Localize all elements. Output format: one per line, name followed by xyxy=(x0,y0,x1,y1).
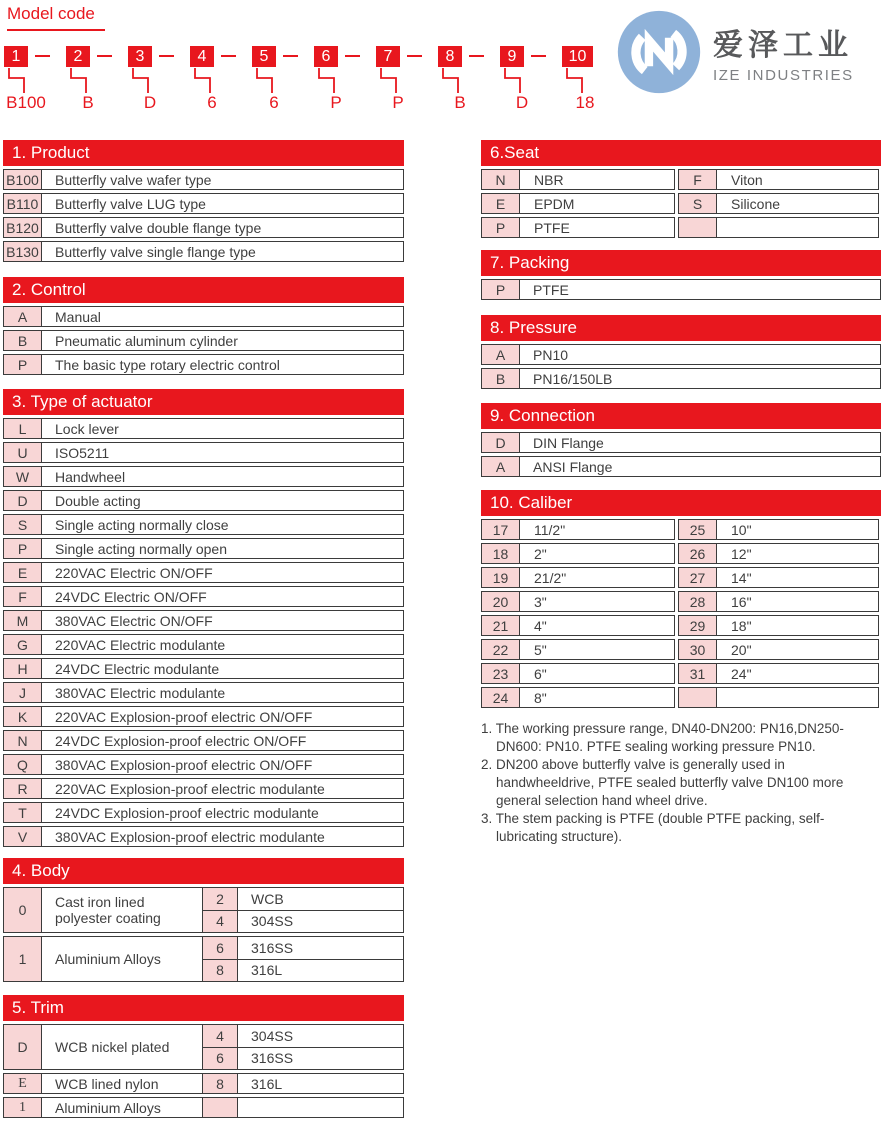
desc-cell: 380VAC Electric modulante xyxy=(55,684,226,701)
right-half xyxy=(678,687,879,708)
code-cell: 28 xyxy=(679,592,717,611)
code-value: D xyxy=(143,93,157,112)
sub-desc-cell: WCB xyxy=(251,890,284,907)
code-cell: B xyxy=(482,369,520,388)
dash-separator xyxy=(407,55,422,57)
desc-cell xyxy=(717,218,878,237)
table-row xyxy=(481,279,881,300)
table-row xyxy=(3,418,404,439)
table-row xyxy=(481,432,881,453)
left-half xyxy=(481,663,675,684)
left-half xyxy=(481,169,675,190)
desc-cell: ANSI Flange xyxy=(533,458,613,475)
table-row xyxy=(3,802,404,823)
size-cell: 18" xyxy=(731,617,752,634)
table-row xyxy=(3,330,404,351)
table-header: 3. Type of actuator xyxy=(3,389,404,415)
right-half xyxy=(678,193,879,214)
table-row xyxy=(481,519,881,540)
table-row xyxy=(481,615,881,636)
desc-cell: Butterfly valve LUG type xyxy=(55,195,206,212)
sub-code-cell: 4 xyxy=(203,911,238,933)
table-body xyxy=(3,858,404,982)
size-cell xyxy=(717,688,878,707)
desc-cell: Butterfly valve wafer type xyxy=(55,171,212,188)
size-cell: 11/2" xyxy=(534,521,566,538)
table-row-group xyxy=(3,936,404,982)
size-cell: 2" xyxy=(534,545,547,562)
code-cell: 23 xyxy=(482,664,520,683)
table-header: 5. Trim xyxy=(3,995,404,1021)
code-cell: P xyxy=(4,355,42,374)
table-row xyxy=(481,193,881,214)
code-cell: 25 xyxy=(679,520,717,539)
sub-code-cell: 6 xyxy=(203,1048,238,1070)
sub-desc-cell: 304SS xyxy=(251,1027,294,1044)
code-cell: K xyxy=(4,707,42,726)
code-cell: P xyxy=(482,218,520,237)
dash-separator xyxy=(221,55,236,57)
table-caliber xyxy=(481,490,881,708)
code-cell: Q xyxy=(4,755,42,774)
table-row-group xyxy=(3,1024,404,1070)
connector-line-icon xyxy=(66,67,92,94)
code-cell: 0 xyxy=(4,888,42,932)
code-cell: B120 xyxy=(4,218,42,237)
desc-cell: 220VAC Electric modulante xyxy=(55,636,226,653)
sub-desc-cell: 316L xyxy=(251,1075,283,1092)
sub-code-cell: 6 xyxy=(203,937,238,959)
left-half xyxy=(481,543,675,564)
desc-cell: Butterfly valve single flange type xyxy=(55,243,256,260)
sub-code-cell: 8 xyxy=(203,1074,238,1093)
right-half xyxy=(678,567,879,588)
left-half xyxy=(481,217,675,238)
desc-cell: 220VAC Explosion-proof electric ON/OFF xyxy=(55,708,313,725)
code-cell: A xyxy=(482,345,520,364)
table-header: 1. Product xyxy=(3,140,404,166)
dash-separator xyxy=(345,55,360,57)
logo-name-en: IZE INDUSTRIES xyxy=(713,67,854,84)
code-cell: 27 xyxy=(679,568,717,587)
code-cell: 20 xyxy=(482,592,520,611)
table-row xyxy=(481,591,881,612)
code-cell: W xyxy=(4,467,42,486)
desc-cell: PN16/150LB xyxy=(533,370,613,387)
code-cell: F xyxy=(679,170,717,189)
sub-row xyxy=(203,937,403,959)
connector-line-icon xyxy=(438,67,464,94)
dash-separator xyxy=(35,55,50,57)
code-cell: B xyxy=(4,331,42,350)
connector-line-icon xyxy=(128,67,154,94)
position-number: 1 xyxy=(4,46,28,67)
desc-cell: WCB lined nylon xyxy=(42,1074,203,1093)
code-cell: 18 xyxy=(482,544,520,563)
right-half xyxy=(678,591,879,612)
code-cell: D xyxy=(482,433,520,452)
code-position-9 xyxy=(500,46,562,114)
table-control xyxy=(3,277,404,375)
connector-line-icon xyxy=(190,67,216,94)
sub-row xyxy=(203,959,403,982)
logo-circle-icon xyxy=(617,10,701,94)
desc-cell: Silicone xyxy=(731,195,781,212)
model-code-strip xyxy=(4,46,644,114)
table-row xyxy=(481,639,881,660)
size-cell: 6" xyxy=(534,665,547,682)
table-row xyxy=(481,567,881,588)
sub-code-cell: 8 xyxy=(203,960,238,982)
table-row xyxy=(3,193,404,214)
desc-cell: PN10 xyxy=(533,346,569,363)
desc-cell: The basic type rotary electric control xyxy=(55,356,280,373)
code-cell: B100 xyxy=(4,170,42,189)
desc-cell: Handwheel xyxy=(55,468,126,485)
table-header: 9. Connection xyxy=(481,403,881,429)
connector-line-icon xyxy=(4,67,30,94)
right-half xyxy=(678,169,879,190)
size-cell: 20" xyxy=(731,641,752,658)
table-row xyxy=(3,658,404,679)
code-cell: N xyxy=(482,170,520,189)
table-row xyxy=(481,344,881,365)
desc-cell: Viton xyxy=(731,171,763,188)
left-half xyxy=(481,615,675,636)
code-cell: E xyxy=(4,563,42,582)
table-row xyxy=(3,754,404,775)
code-cell: S xyxy=(679,194,717,213)
position-number: 10 xyxy=(562,46,593,67)
desc-cell: 380VAC Explosion-proof electric ON/OFF xyxy=(55,756,313,773)
code-cell: E xyxy=(482,194,520,213)
logo-name-cn: 爱泽工业 xyxy=(713,29,853,62)
size-cell: 12" xyxy=(731,545,752,562)
size-cell: 24" xyxy=(731,665,752,682)
desc-cell: Double acting xyxy=(55,492,141,509)
code-value: 18 xyxy=(575,93,595,112)
size-cell: 8" xyxy=(534,689,547,706)
company-logo xyxy=(617,10,854,94)
code-cell: 22 xyxy=(482,640,520,659)
code-value: P xyxy=(330,93,342,112)
code-cell: A xyxy=(482,457,520,476)
table-row xyxy=(3,217,404,238)
footnotes xyxy=(481,720,885,846)
code-cell: N xyxy=(4,731,42,750)
code-cell: D xyxy=(4,491,42,510)
code-value: 6 xyxy=(269,93,279,112)
table-row xyxy=(481,543,881,564)
sub-desc-cell: 316SS xyxy=(251,1050,294,1067)
sub-rows xyxy=(203,937,403,981)
table-header: 6.Seat xyxy=(481,140,881,166)
table-row xyxy=(3,1073,404,1094)
title-underline xyxy=(7,29,105,31)
table-row xyxy=(3,562,404,583)
code-value: B100 xyxy=(6,93,46,112)
size-cell: 14" xyxy=(731,569,752,586)
table-row xyxy=(3,778,404,799)
code-value: B xyxy=(454,93,466,112)
code-cell: M xyxy=(4,611,42,630)
table-header: 4. Body xyxy=(3,858,404,884)
footnote-1: 1. The working pressure range, DN40-DN200: PN16,DN250-DN600: PN10. PTFE sealing working pressure PN10. xyxy=(481,721,844,754)
desc-cell: Manual xyxy=(55,308,101,325)
sub-row xyxy=(203,1047,403,1070)
dash-separator xyxy=(469,55,484,57)
table-header: 7. Packing xyxy=(481,250,881,276)
desc-cell: NBR xyxy=(534,171,564,188)
size-cell: 4" xyxy=(534,617,547,634)
sub-rows xyxy=(203,888,403,932)
table-row xyxy=(3,1097,404,1118)
table-header: 8. Pressure xyxy=(481,315,881,341)
sub-row xyxy=(203,1025,403,1047)
desc-cell: WCB nickel plated xyxy=(42,1025,203,1069)
code-value: D xyxy=(515,93,529,112)
sub-desc-cell: 316SS xyxy=(251,939,294,956)
code-position-4 xyxy=(190,46,252,114)
code-cell: 24 xyxy=(482,688,520,707)
code-cell: 26 xyxy=(679,544,717,563)
desc-cell: Aluminium Alloys xyxy=(42,1098,203,1117)
logo-text xyxy=(713,20,854,84)
sub-desc-cell xyxy=(238,1098,403,1117)
desc-cell: Aluminium Alloys xyxy=(42,937,203,981)
code-value: P xyxy=(392,93,404,112)
size-cell: 5" xyxy=(534,641,547,658)
table-packing xyxy=(481,250,881,300)
right-half xyxy=(678,663,879,684)
sub-code-cell: 2 xyxy=(203,888,238,910)
sub-code-cell: 4 xyxy=(203,1025,238,1047)
table-row xyxy=(481,456,881,477)
table-row xyxy=(3,442,404,463)
left-half xyxy=(481,567,675,588)
size-cell: 10" xyxy=(731,521,752,538)
right-half xyxy=(678,615,879,636)
code-cell: D xyxy=(4,1025,42,1069)
desc-cell: 220VAC Explosion-proof electric modulante xyxy=(55,780,325,797)
code-cell: R xyxy=(4,779,42,798)
code-cell: 17 xyxy=(482,520,520,539)
connector-line-icon xyxy=(314,67,340,94)
code-cell: S xyxy=(4,515,42,534)
sub-desc-cell: 304SS xyxy=(251,913,294,930)
code-position-6 xyxy=(314,46,376,114)
code-cell: 30 xyxy=(679,640,717,659)
table-row xyxy=(3,586,404,607)
desc-cell: 24VDC Explosion-proof electric modulante xyxy=(55,804,319,821)
dash-separator xyxy=(531,55,546,57)
left-half xyxy=(481,591,675,612)
desc-cell: Single acting normally open xyxy=(55,540,227,557)
desc-cell: ISO5211 xyxy=(55,444,110,461)
table-row xyxy=(3,514,404,535)
table-row xyxy=(3,490,404,511)
sub-rows xyxy=(203,1025,403,1069)
desc-cell: Pneumatic aluminum cylinder xyxy=(55,332,238,349)
connector-line-icon xyxy=(252,67,278,94)
dash-separator xyxy=(283,55,298,57)
code-cell: 1 xyxy=(4,937,42,981)
code-value: 6 xyxy=(207,93,217,112)
code-cell: V xyxy=(4,827,42,846)
left-half xyxy=(481,519,675,540)
desc-cell: 220VAC Electric ON/OFF xyxy=(55,564,213,581)
dash-separator xyxy=(97,55,112,57)
table-row xyxy=(481,217,881,238)
code-cell: B110 xyxy=(4,194,42,213)
right-half xyxy=(678,543,879,564)
table-product xyxy=(3,140,404,262)
desc-cell: PTFE xyxy=(533,281,569,298)
desc-cell: 24VDC Electric ON/OFF xyxy=(55,588,207,605)
right-half xyxy=(678,519,879,540)
position-number: 4 xyxy=(190,46,214,67)
position-number: 5 xyxy=(252,46,276,67)
footnote-2: 2. DN200 above butterfly valve is generally used in handwheeldrive, PTFE sealed butterfly valve DN100 more general selection hand wheel drive. xyxy=(481,757,844,808)
code-position-2 xyxy=(66,46,128,114)
desc-cell: Butterfly valve double flange type xyxy=(55,219,262,236)
connector-line-icon xyxy=(562,67,588,94)
position-number: 6 xyxy=(314,46,338,67)
size-cell: 16" xyxy=(731,593,752,610)
position-number: 8 xyxy=(438,46,462,67)
desc-cell: 24VDC Electric modulante xyxy=(55,660,220,677)
code-cell: T xyxy=(4,803,42,822)
code-position-1 xyxy=(4,46,66,114)
code-position-3 xyxy=(128,46,190,114)
code-cell: P xyxy=(482,280,520,299)
table-row xyxy=(481,169,881,190)
code-cell xyxy=(679,218,717,237)
footnote-3: 3. The stem packing is PTFE (double PTFE packing, self-lubricating structure). xyxy=(481,811,825,844)
sub-code-cell xyxy=(203,1098,238,1117)
table-header: 2. Control xyxy=(3,277,404,303)
connector-line-icon xyxy=(376,67,402,94)
code-cell: B130 xyxy=(4,242,42,261)
position-number: 9 xyxy=(500,46,524,67)
table-row xyxy=(3,610,404,631)
size-cell: 21/2" xyxy=(534,569,567,586)
table-row xyxy=(3,306,404,327)
table-seat xyxy=(481,140,881,238)
code-cell: U xyxy=(4,443,42,462)
table-row xyxy=(3,169,404,190)
right-half xyxy=(678,639,879,660)
desc-cell: Cast iron lined polyester coating xyxy=(42,888,203,932)
dash-separator xyxy=(159,55,174,57)
desc-cell: PTFE xyxy=(534,219,570,236)
code-cell xyxy=(679,688,717,707)
code-cell: A xyxy=(4,307,42,326)
page-title: Model code xyxy=(7,4,95,23)
sub-row xyxy=(203,910,403,933)
desc-cell: EPDM xyxy=(534,195,575,212)
code-cell: 29 xyxy=(679,616,717,635)
code-position-7 xyxy=(376,46,438,114)
desc-cell: Single acting normally close xyxy=(55,516,229,533)
code-position-8 xyxy=(438,46,500,114)
desc-cell: DIN Flange xyxy=(533,434,604,451)
code-cell: H xyxy=(4,659,42,678)
code-cell: J xyxy=(4,683,42,702)
code-cell: F xyxy=(4,587,42,606)
code-cell: P xyxy=(4,539,42,558)
table-row xyxy=(3,538,404,559)
left-half xyxy=(481,193,675,214)
sub-desc-cell: 316L xyxy=(251,962,283,979)
table-row xyxy=(481,368,881,389)
connector-line-icon xyxy=(500,67,526,94)
table-header: 10. Caliber xyxy=(481,490,881,516)
table-row xyxy=(3,730,404,751)
code-cell: 21 xyxy=(482,616,520,635)
table-row xyxy=(3,634,404,655)
right-half xyxy=(678,217,879,238)
code-position-10 xyxy=(562,46,624,114)
desc-cell: 24VDC Explosion-proof electric ON/OFF xyxy=(55,732,307,749)
code-position-5 xyxy=(252,46,314,114)
table-row xyxy=(3,826,404,847)
code-cell: G xyxy=(4,635,42,654)
code-value: B xyxy=(82,93,94,112)
table-row xyxy=(3,466,404,487)
table-row-group xyxy=(3,887,404,933)
code-cell: L xyxy=(4,419,42,438)
table-trim xyxy=(3,995,404,1118)
table-row xyxy=(481,687,881,708)
sub-row xyxy=(203,888,403,910)
table-row xyxy=(3,706,404,727)
code-cell: E xyxy=(4,1074,42,1093)
table-row xyxy=(3,354,404,375)
table-connection xyxy=(481,403,881,477)
left-half xyxy=(481,687,675,708)
table-row xyxy=(481,663,881,684)
table-actuator xyxy=(3,389,404,847)
desc-cell: 380VAC Electric ON/OFF xyxy=(55,612,213,629)
table-pressure xyxy=(481,315,881,389)
desc-cell: 380VAC Explosion-proof electric modulante xyxy=(55,828,325,845)
left-half xyxy=(481,639,675,660)
code-cell: 19 xyxy=(482,568,520,587)
position-number: 3 xyxy=(128,46,152,67)
code-cell: 31 xyxy=(679,664,717,683)
table-row xyxy=(3,682,404,703)
code-cell: 1 xyxy=(4,1098,42,1117)
desc-cell: Lock lever xyxy=(55,420,119,437)
position-number: 7 xyxy=(376,46,400,67)
size-cell: 3" xyxy=(534,593,547,610)
table-row xyxy=(3,241,404,262)
position-number: 2 xyxy=(66,46,90,67)
